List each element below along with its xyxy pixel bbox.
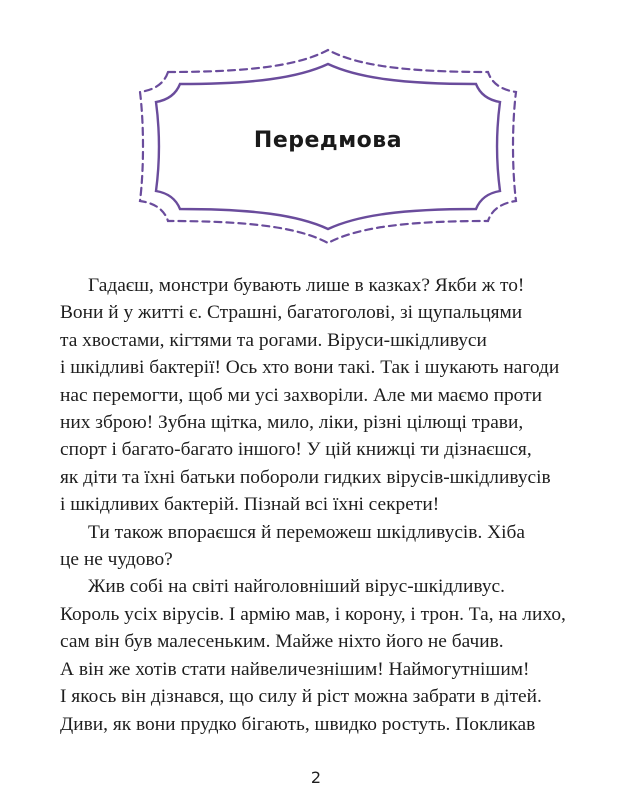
text-line: та хвостами, кігтями та рогами. Віруси-шкідливуси	[60, 329, 487, 351]
text-line: Король усіх вірусів. І армію мав, і корону, і трон. Та, на лихо,	[60, 603, 566, 625]
text-line: спорт і багато-багато іншого! У цій книжці ти дізнаєшся,	[60, 439, 532, 461]
text-line: Гадаєш, монстри бувають лише в казках? Якби ж то!	[88, 275, 525, 296]
page-number: 2	[310, 768, 322, 787]
text-line: і шкідливі бактерії! Ось хто вони такі. Так і шукають нагоди	[60, 357, 560, 379]
text-line: І якось він дізнався, що силу й ріст можна забрати в дітей.	[60, 686, 542, 708]
text-line: Ти також впораєшся й переможеш шкідливусів. Хіба	[88, 521, 526, 543]
text-line: як діти та їхні батьки поборoли гидких вірусів-шкідливусів	[60, 466, 551, 488]
page-title: Передмова	[253, 128, 403, 153]
text-line: А він же хотів стати найвеличезнішим! Наймогутнішим!	[60, 658, 530, 680]
text-line: Диви, як вони прудко бігають, швидко ростуть. Покликав	[60, 713, 536, 735]
text-line: нас перемогти, щоб ми усі захворіли. Але ми маємо проти	[60, 384, 542, 406]
text-line: сам він був малесеньким. Майже ніхто його не бачив.	[60, 631, 504, 653]
text-line: і шкідливих бактерій. Пізнай всі їхні секрети!	[60, 494, 440, 516]
text-line: них зброю! Зубна щітка, мило, ліки, різні цілющі трави,	[60, 412, 524, 434]
text-line: це не чудово?	[60, 549, 173, 571]
text-line: Вони й у житті є. Страшні, багатоголові, зі щупальцями	[60, 302, 523, 324]
text-line: Жив собі на світі найголовніший вірус-шкідливус.	[88, 576, 505, 598]
body-text	[60, 272, 620, 738]
